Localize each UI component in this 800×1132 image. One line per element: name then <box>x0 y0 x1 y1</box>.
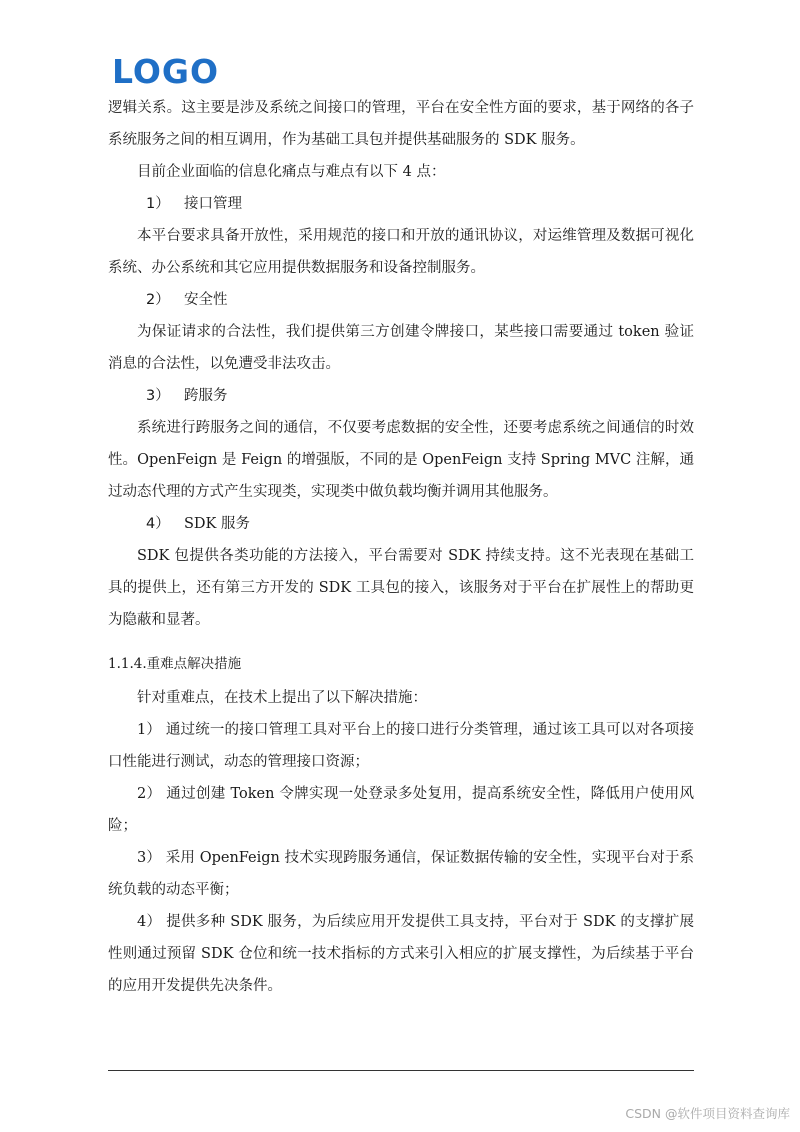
watermark: CSDN @软件项目资料查询库 <box>625 1106 790 1121</box>
paragraph-intro: 逻辑关系。这主要是涉及系统之间接口的管理，平台在安全性方面的要求，基于网络的各子系统服务之间的相互调用，作为基础工具包并提供基础服务的 SDK 服务。 <box>108 100 694 148</box>
list-item-title-4 <box>108 508 694 540</box>
list-item-number: 4） <box>146 516 170 532</box>
list-item-title: SDK 服务 <box>184 516 251 532</box>
list-item-title: 跨服务 <box>184 388 228 404</box>
list-item-title-2 <box>108 284 694 316</box>
measure-item-4: 4） 提供多种 SDK 服务，为后续应用开发提供工具支持，平台对于 SDK 的支撑扩展性则通过预留 SDK 仓位和统一技术指标的方式来引入相应的扩展支撑性，为后续基于平台的应用开发提供先决条件。 <box>108 914 694 994</box>
list-item-number: 1） <box>146 196 170 212</box>
logo: LOGO <box>112 52 220 91</box>
list-item-number: 2） <box>146 292 170 308</box>
list-item-body-2: 为保证请求的合法性，我们提供第三方创建令牌接口，某些接口需要通过 token 验证消息的合法性，以免遭受非法攻击。 <box>108 324 694 372</box>
list-item-title: 安全性 <box>184 292 228 308</box>
list-item-body-3: 系统进行跨服务之间的通信，不仅要考虑数据的安全性，还要考虑系统之间通信的时效性。OpenFeign 是 Feign 的增强版，不同的是 OpenFeign 支持 Spring MVC 注解，通过动态代理的方式产生实现类，实现类中做负载均衡并调用其他服务。 <box>108 420 694 500</box>
section-heading: 1.1.4.重难点解决措施 <box>108 656 242 672</box>
document-body <box>108 92 694 1002</box>
list-item-title: 接口管理 <box>184 196 242 212</box>
measure-item-3: 3） 采用 OpenFeign 技术实现跨服务通信，保证数据传输的安全性，实现平台对于系统负载的动态平衡； <box>108 850 694 898</box>
list-item-body-4: SDK 包提供各类功能的方法接入，平台需要对 SDK 持续支持。这不光表现在基础工具的提供上，还有第三方开发的 SDK 工具包的接入，该服务对于平台在扩展性上的帮助更为隐蔽和显著。 <box>108 548 694 628</box>
paragraph-pain-points: 目前企业面临的信息化痛点与难点有以下 4 点： <box>137 164 446 180</box>
list-item-body-1: 本平台要求具备开放性，采用规范的接口和开放的通讯协议，对运维管理及数据可视化系统、办公系统和其它应用提供数据服务和设备控制服务。 <box>108 228 694 276</box>
list-item-title-3 <box>108 380 694 412</box>
measure-item-1: 1） 通过统一的接口管理工具对平台上的接口进行分类管理，通过该工具可以对各项接口性能进行测试，动态的管理接口资源； <box>108 722 694 770</box>
list-item-title-1 <box>108 188 694 220</box>
footer-divider <box>108 1070 694 1071</box>
paragraph-measures-intro: 针对重难点，在技术上提出了以下解决措施： <box>137 690 427 706</box>
measure-item-2: 2） 通过创建 Token 令牌实现一处登录多处复用，提高系统安全性，降低用户使用风险； <box>108 786 694 834</box>
list-item-number: 3） <box>146 388 170 404</box>
